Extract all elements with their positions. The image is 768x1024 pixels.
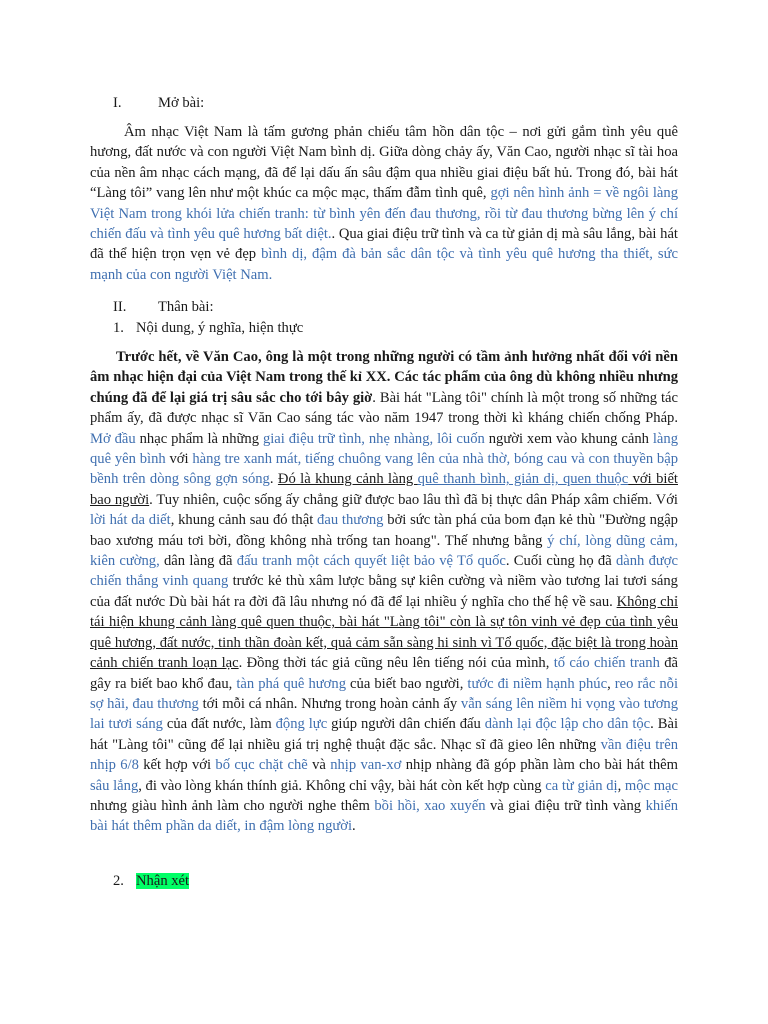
- text-run-emphasis: bồi hồi, xao xuyến: [374, 797, 486, 814]
- text-run-emphasis: khiến bài hát thêm phần da diết, in đậm lòng người: [90, 797, 678, 835]
- text-run-bold: Trước hết, về Văn Cao, ông là một trong những người có tầm ảnh hưởng nhất đối với nền âm nhạc hiện đại của Việt Nam trong thế kỉ XX. Các tác phẩm của ông dù không nhiều nhưng chúng đã để lại giá trị sâu sắc cho tới bây giờ: [90, 349, 678, 406]
- text-run: kết hợp với: [138, 757, 216, 774]
- text-run: giúp người dân chiến đấu: [327, 716, 485, 733]
- text-run-emphasis: bình dị, đậm đà bản sắc dân tộc và tình yêu quê hương tha thiết, sức mạnh của con người Việt Nam.: [90, 246, 679, 283]
- heading-numeral: I.: [113, 95, 122, 111]
- text-run: dân làng đã: [159, 553, 237, 570]
- text-run: .: [352, 818, 356, 835]
- text-run: và: [307, 757, 331, 774]
- text-run-emphasis: hàng tre xanh mát, tiếng chuông vang lên của nhà thờ, bóng cau và con thuyền bập bềnh trên dòng sông gợn sóng: [90, 451, 678, 488]
- text-run-emphasis: tố cáo chiến tranh: [553, 655, 660, 672]
- text-run-emphasis: động lực: [275, 716, 328, 733]
- text-run: . Bài hát "Làng tôi" cũng để lại nhiều giá trị nghệ thuật đặc sắc. Nhạc sĩ đã gieo lên những: [90, 716, 679, 753]
- subheading-title-highlighted: Nhận xét: [136, 873, 190, 889]
- text-run-emphasis: lời hát da diết: [90, 512, 171, 529]
- text-run-emphasis: ý chí, lòng dũng cảm, kiên cường,: [90, 532, 678, 570]
- text-run-emphasis: vẫn sáng lên niềm hi vọng vào tương lai tươi sáng: [90, 695, 678, 733]
- heading-body: [113, 297, 214, 317]
- text-run-emphasis: dành được chiến thắng vinh quang: [90, 553, 679, 590]
- subheading-title: Nội dung, ý nghĩa, hiện thực: [136, 320, 304, 336]
- text-run-emphasis: gợi nên hình ảnh = về ngôi làng Việt Nam trong khói lửa chiến tranh: từ bình yên đến đau thương, rồi từ đau thương bừng lên ý chí chiến đấu và tình yêu quê hương bất diệt.: [90, 185, 678, 243]
- text-run: nhạc phẩm là những: [135, 430, 263, 447]
- heading-title: Mở bài:: [158, 95, 205, 111]
- heading-title: Thân bài:: [158, 299, 214, 315]
- text-run-emphasis: ca từ giản dị: [545, 777, 618, 794]
- text-run-underlined: với biết bao người: [90, 471, 678, 508]
- text-run: ,: [607, 675, 615, 692]
- text-run-emphasis: giai điệu trữ tình, nhẹ nhàng, lôi cuốn: [262, 430, 485, 447]
- text-run-underlined: Đó là khung cảnh làng: [277, 471, 418, 488]
- text-run: đã gây ra biết bao khổ đau,: [90, 655, 678, 692]
- text-run-emphasis: mộc mạc: [624, 777, 678, 794]
- text-run-emphasis: đấu tranh một cách quyết liệt bảo vệ Tổ quốc: [236, 553, 506, 570]
- subheading-numeral: 2.: [113, 873, 124, 889]
- subheading-numeral: 1.: [113, 320, 124, 336]
- subheading-remarks: [113, 871, 189, 891]
- text-run: . Cuối cùng họ đã: [505, 553, 616, 570]
- text-run: bởi sức tàn phá của bom đạn kẻ thù "Đường ngập bao xương máu tơi bời, đồng không nhà trống tan hoang". Thế nhưng bằng: [90, 512, 678, 549]
- text-run-underlined: Không chỉ tái hiện khung cảnh làng quê quen thuộc, bài hát "Làng tôi" còn là sự tôn vinh vẻ đẹp của tình yêu quê hương, đất nước, tinh thần đoàn kết, quả cảm sẵn sàng hi sinh vì Tổ quốc, đặc biệt là trong hoàn cảnh chiến tranh loạn lạc: [90, 593, 678, 672]
- text-run-emphasis: dành lại độc lập cho dân tộc: [484, 716, 651, 733]
- text-run: , đi vào lòng khán thính giả. Không chỉ vậy, bài hát còn kết hợp cùng: [138, 777, 546, 794]
- text-run-emphasis: đau thương: [317, 512, 384, 529]
- text-run: . Đồng thời tác giả cũng nêu lên tiếng nói của mình,: [238, 655, 554, 672]
- text-run: nhịp nhàng đã góp phần làm cho bài hát thêm: [401, 757, 679, 774]
- text-run-emphasis: bố cục chặt chẽ: [215, 757, 308, 774]
- text-run: nhưng giàu hình ảnh làm cho người nghe thêm: [90, 797, 375, 814]
- text-run: của đất nước, làm: [162, 716, 276, 733]
- text-run-underlined-emphasis: quê thanh bình, giản dị, quen thuộc: [417, 471, 629, 488]
- heading-intro: [113, 93, 204, 113]
- text-run: trước kẻ thù xâm lược bằng sự kiên cường và niềm vào tương lai tươi sáng của đất nước Dù bài hát ra đời đã lâu nhưng nó đã để lại nhiều ý nghĩa cho thế hệ về sau.: [90, 573, 678, 610]
- text-run: ,: [617, 777, 625, 794]
- text-run: người xem vào khung cảnh: [484, 430, 653, 447]
- text-run: . Qua giai điệu trữ tình và ca từ giản dị mà sâu lắng, bài hát đã thể hiện trọn vẹn vẻ đẹp: [90, 226, 678, 263]
- text-run: .: [269, 471, 278, 488]
- text-run: của biết bao người,: [346, 675, 468, 692]
- text-run-emphasis: vần điệu trên nhịp 6/8: [90, 736, 678, 774]
- text-run-emphasis: làng quê yên bình: [90, 430, 679, 468]
- subheading-content: [113, 318, 303, 338]
- text-run-emphasis: tàn phá quê hương: [236, 675, 346, 692]
- text-run-emphasis: nhịp van-xơ: [330, 757, 402, 774]
- text-run-emphasis: Mở đầu: [90, 430, 136, 447]
- text-run: với: [165, 451, 193, 468]
- text-run-emphasis: reo rắc nỗi sợ hãi, đau thương: [90, 675, 679, 712]
- text-run: Âm nhạc Việt Nam là tấm gương phản chiếu tâm hồn dân tộc – nơi gửi gắm tình yêu quê hương, đất nước và con người Việt Nam bình dị. Giữa dòng chảy ấy, Văn Cao, người nhạc sĩ tài hoa của nền âm nhạc cách mạng, đã để lại dấu ấn sâu đậm qua nhiều giai điệu bất hủ. Trong đó, bài hát “Làng tôi” vang lên như một khúc ca mộc mạc, thấm đẫm tình quê,: [90, 124, 678, 202]
- text-run-emphasis: sâu lắng: [90, 777, 139, 794]
- text-run: và giai điệu trữ tình vàng: [485, 797, 646, 814]
- intro-paragraph: [90, 122, 678, 285]
- text-run: . Bài hát "Làng tôi" chính là một trong số những tác phẩm ấy, đã được nhạc sĩ Văn Cao sáng tác vào năm 1947 trong thời kì kháng chiến chống Pháp.: [90, 389, 678, 427]
- text-run: , khung cảnh sau đó thật: [170, 512, 318, 529]
- text-run: . Tuy nhiên, cuộc sống ấy chẳng giữ được bao lâu thì đã bị thực dân Pháp xâm chiếm. Với: [149, 491, 678, 508]
- heading-numeral: II.: [113, 299, 127, 315]
- text-run-emphasis: tước đi niềm hạnh phúc: [467, 675, 608, 692]
- body-paragraph: [90, 347, 678, 837]
- text-run: tới mỗi cá nhân. Nhưng trong hoàn cảnh ấy: [198, 695, 461, 712]
